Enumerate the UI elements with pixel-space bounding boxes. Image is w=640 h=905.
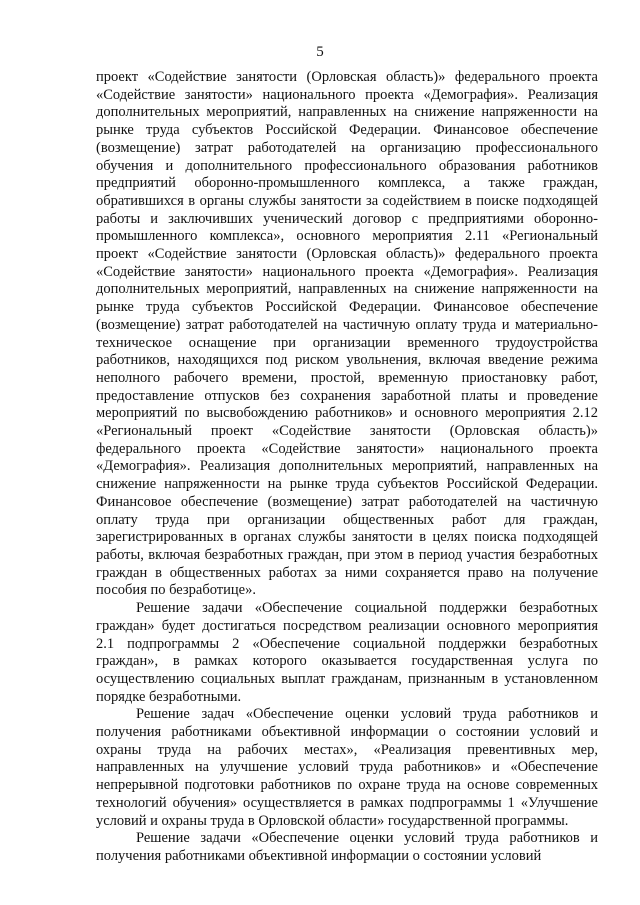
paragraph-2: Решение задачи «Обеспечение социальной поддержки безработных граждан» будет достигаться посредством реализации основного мероприятия 2.1 подпрограммы 2 «Обеспечение социальной поддержки безработных граждан», в рамках которого оказывается государственная услуга по осуществлению социальных выплат гражданам, признанным в установленном порядке безработными.	[96, 600, 598, 705]
paragraph-4: Решение задачи «Обеспечение оценки условий труда работников и получения работниками объективной информации о состоянии условий	[96, 830, 598, 864]
page-number: 5	[316, 44, 324, 60]
paragraph-1: проект «Содействие занятости (Орловская область)» федерального проекта «Содействие занятости» национального проекта «Демография». Реализация дополнительных мероприятий, направленных на снижение напряженности на рынке труда субъектов Российской Федерации. Финансовое обеспечение (возмещение) затрат работодателей на организацию профессионального обучения и дополнительного профессионального образования работников предприятий оборонно-промышленного комплекса, а также граждан, обратившихся в органы службы занятости за содействием в поиске подходящей работы и заключивших ученический договор с предприятиями оборонно-промышленного комплекса», основного мероприятия 2.11 «Региональный проект «Содействие занятости (Орловская область)» федерального проекта «Содействие занятости» национального проекта «Демография». Реализация дополнительных мероприятий, направленных на снижение напряженности на рынке труда субъектов Российской Федерации. Финансовое обеспечение (возмещение) затрат работодателей на частичную оплату труда и материально-техническое оснащение при организации временного трудоустройства работников, находящихся под риском увольнения, включая введение режима неполного рабочего времени, простой, временную приостановку работ, предоставление отпусков без сохранения заработной платы и проведение мероприятий по высвобождению работников» и основного мероприятия 2.12 «Региональный проект «Содействие занятости (Орловская область)» федерального проекта «Содействие занятости» национального проекта «Демография». Реализация дополнительных мероприятий, направленных на снижение напряженности на рынке труда субъектов Российской Федерации. Финансовое обеспечение (возмещение) затрат работодателей на частичную оплату труда при организации общественных работ для граждан, зарегистрированных в органах службы занятости в целях поиска подходящей работы, включая безработных граждан, при этом в период участия безработных граждан в общественных работах за ними сохраняется право на получение пособия по безработице».	[96, 69, 598, 599]
paragraph-3: Решение задач «Обеспечение оценки условий труда работников и получения работниками объективной информации о состоянии условий и охраны труда на рабочих местах», «Реализация превентивных мер, направленных на улучшение условий труда работников» и «Обеспечение непрерывной подготовки работников по охране труда на основе современных технологий обучения» осуществляется в рамках подпрограммы 1 «Улучшение условий и охраны труда в Орловской области» государственной программы.	[96, 706, 598, 829]
document-body	[96, 69, 598, 866]
